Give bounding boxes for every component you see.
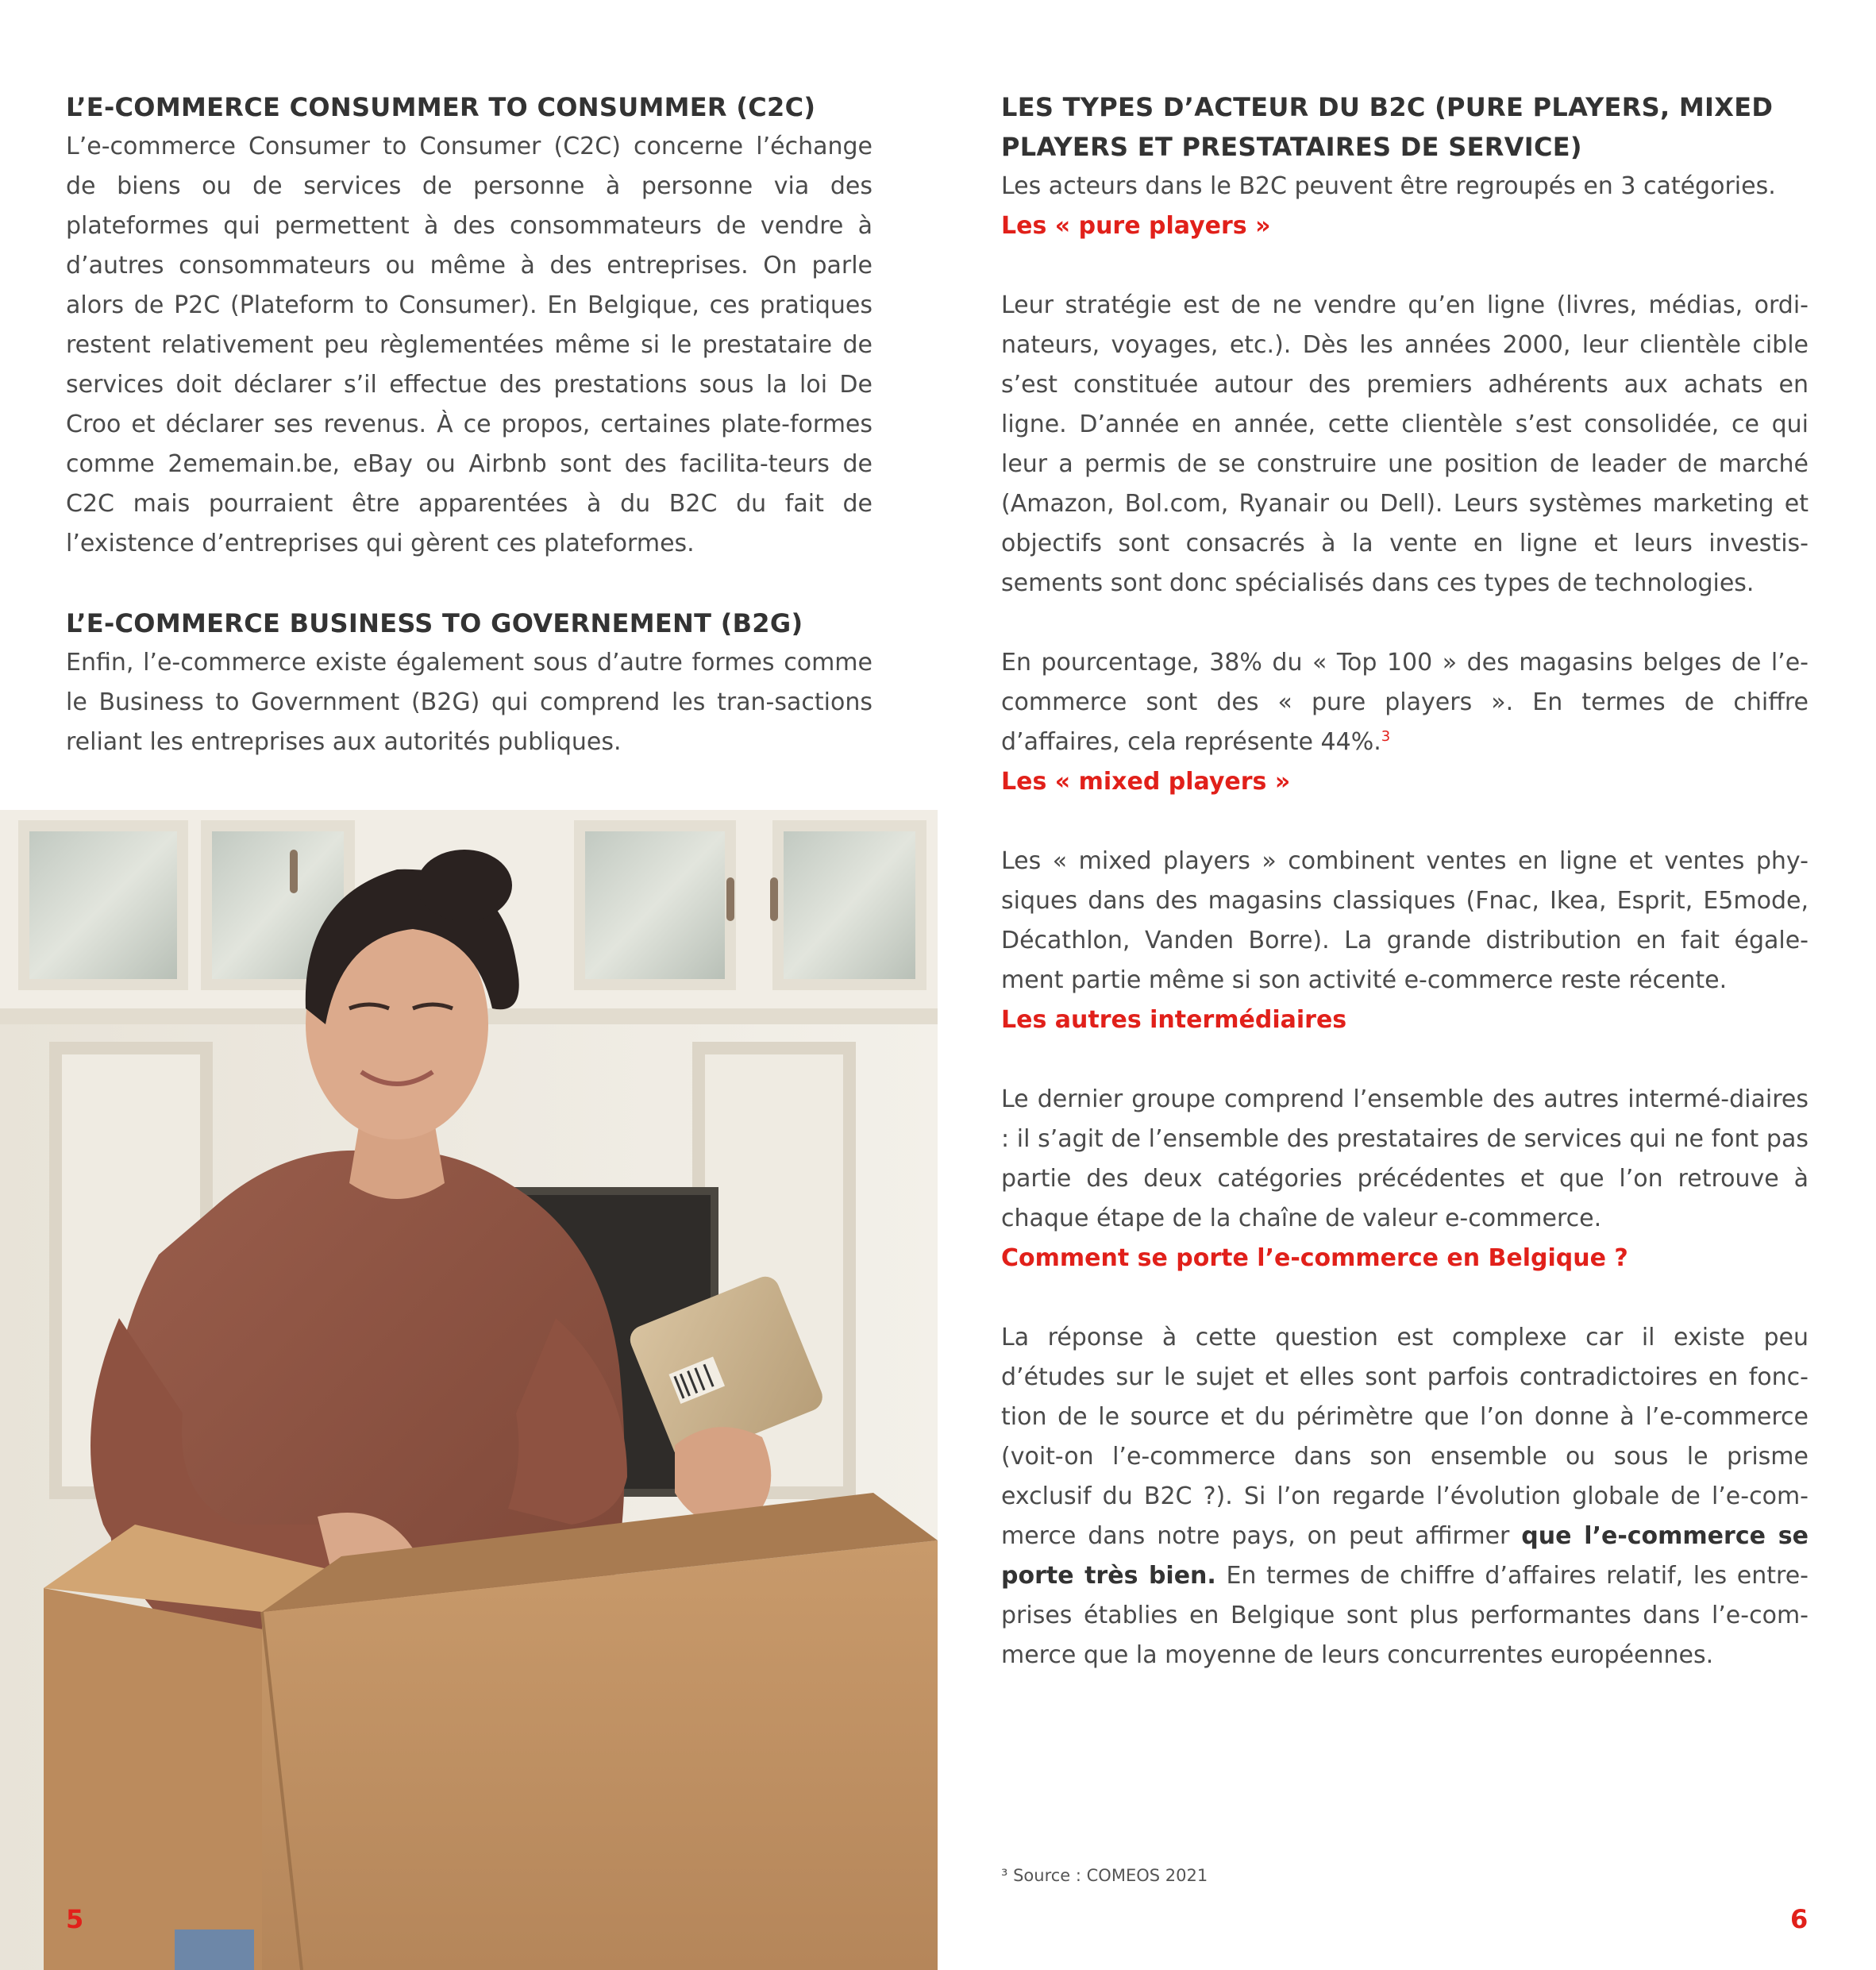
b2g-heading: L’E-COMMERCE BUSINESS TO GOVERNEMENT (B2G)	[66, 608, 803, 638]
belgique-p	[1001, 1318, 1809, 1675]
b2c-intro: Les acteurs dans le B2C peuvent être regroupés en 3 catégories.	[1001, 172, 1776, 200]
belgique-p-bold: que l’e-commerce se porte très bien.	[1001, 1522, 1809, 1590]
footnote-ref: 3	[1381, 728, 1391, 745]
page-number-left: 5	[66, 1904, 84, 1934]
pure-players-title: Les « pure players »	[1001, 212, 1271, 240]
belgique-p-a: La réponse à cette question est complexe car il existe peu d’études sur le sujet et elles sont parfois contradictoires en fonc-tion de le source et du périmètre que l’on donne à l’e-commerce (voit-on l’e-commerce dans son ensemble ou sous le prisme exclusif du B2C ?). Si l’on regarde l’évolution globale de l’e-com-merce dans notre pays, on peut affirmer	[1001, 1324, 1809, 1550]
pure-players-p2	[1001, 643, 1809, 762]
belgique-p-c: En termes de chiffre d’affaires relatif, les entre-prises établies en Belgique sont plus performantes dans l’e-com-merce que la moyenne de leurs concurrentes européennes.	[1001, 1562, 1809, 1669]
pure-players-p2-text: En pourcentage, 38% du « Top 100 » des magasins belges de l’e-commerce sont des « pure players ». En termes de chiffre d’affaires, cela représente 44%.	[1001, 649, 1809, 756]
mixed-players-title: Les « mixed players »	[1001, 768, 1291, 796]
b2c-types-heading: LES TYPES D’ACTEUR DU B2C (PURE PLAYERS, MIXED PLAYERS ET PRESTATAIRES DE SERVICE)	[1001, 92, 1774, 162]
c2c-body: L’e-commerce Consumer to Consumer (C2C) concerne l’échange de biens ou de services de personne à personne via des plateformes qui permettent à des consommateurs de vendre à d’autres consommateurs ou même à des entreprises. On parle alors de P2C (Plateform to Consumer). En Belgique, ces pratiques restent relativement peu règlementées même si le prestataire de services doit déclarer s’il effectue des prestations sous la loi De Croo et déclarer ses revenus. À ce propos, certaines plate-formes comme 2ememain.be, eBay ou Airbnb sont des facilita-teurs de C2C mais pourraient être apparentées à du B2C du fait de l’existence d’entreprises qui gèrent ces plateformes.	[66, 133, 873, 557]
mixed-players-p: Les « mixed players » combinent ventes en ligne et ventes phy-siques dans des magasins classiques (Fnac, Ikea, Esprit, E5mode, Décathlon, Vanden Borre). La grande distribution en fait égale-ment partie même si son activité e-commerce reste récente.	[1001, 847, 1809, 994]
c2c-heading: L’E-COMMERCE CONSUMMER TO CONSUMMER (C2C)	[66, 92, 816, 122]
page-number-right: 6	[1790, 1904, 1809, 1934]
b2g-body: Enfin, l’e-commerce existe également sous d’autre formes comme le Business to Government (B2G) qui comprend les tran-sactions reliant les entreprises aux autorités publiques.	[66, 649, 873, 756]
photo-illustration	[0, 810, 938, 1970]
pure-players-p1: Leur stratégie est de ne vendre qu’en ligne (livres, médias, ordi-nateurs, voyages, etc.). Dès les années 2000, leur clientèle cible s’est constituée autour des premiers adhérents aux achats en ligne. D’année en année, cette clientèle s’est consolidée, ce qui leur a permis de se construire une position de leader de marché (Amazon, Bol.com, Ryanair ou Dell). Leurs systèmes marketing et objectifs sont consacrés à la vente en ligne et leurs investis-sements sont donc spécialisés dans ces types de technologies.	[1001, 291, 1809, 597]
right-column	[1001, 87, 1809, 1675]
belgique-title: Comment se porte l’e-commerce en Belgique ?	[1001, 1244, 1628, 1272]
left-column	[66, 87, 873, 762]
woman-opening-box-photo	[0, 810, 938, 1970]
autres-p: Le dernier groupe comprend l’ensemble des autres intermé-diaires : il s’agit de l’ensemble des prestataires de services qui ne font pas partie des deux catégories précédentes et que l’on retrouve à chaque étape de la chaîne de valeur e-commerce.	[1001, 1085, 1809, 1232]
footnote: ³ Source : COMEOS 2021	[1001, 1866, 1208, 1885]
autres-title: Les autres intermédiaires	[1001, 1006, 1347, 1034]
